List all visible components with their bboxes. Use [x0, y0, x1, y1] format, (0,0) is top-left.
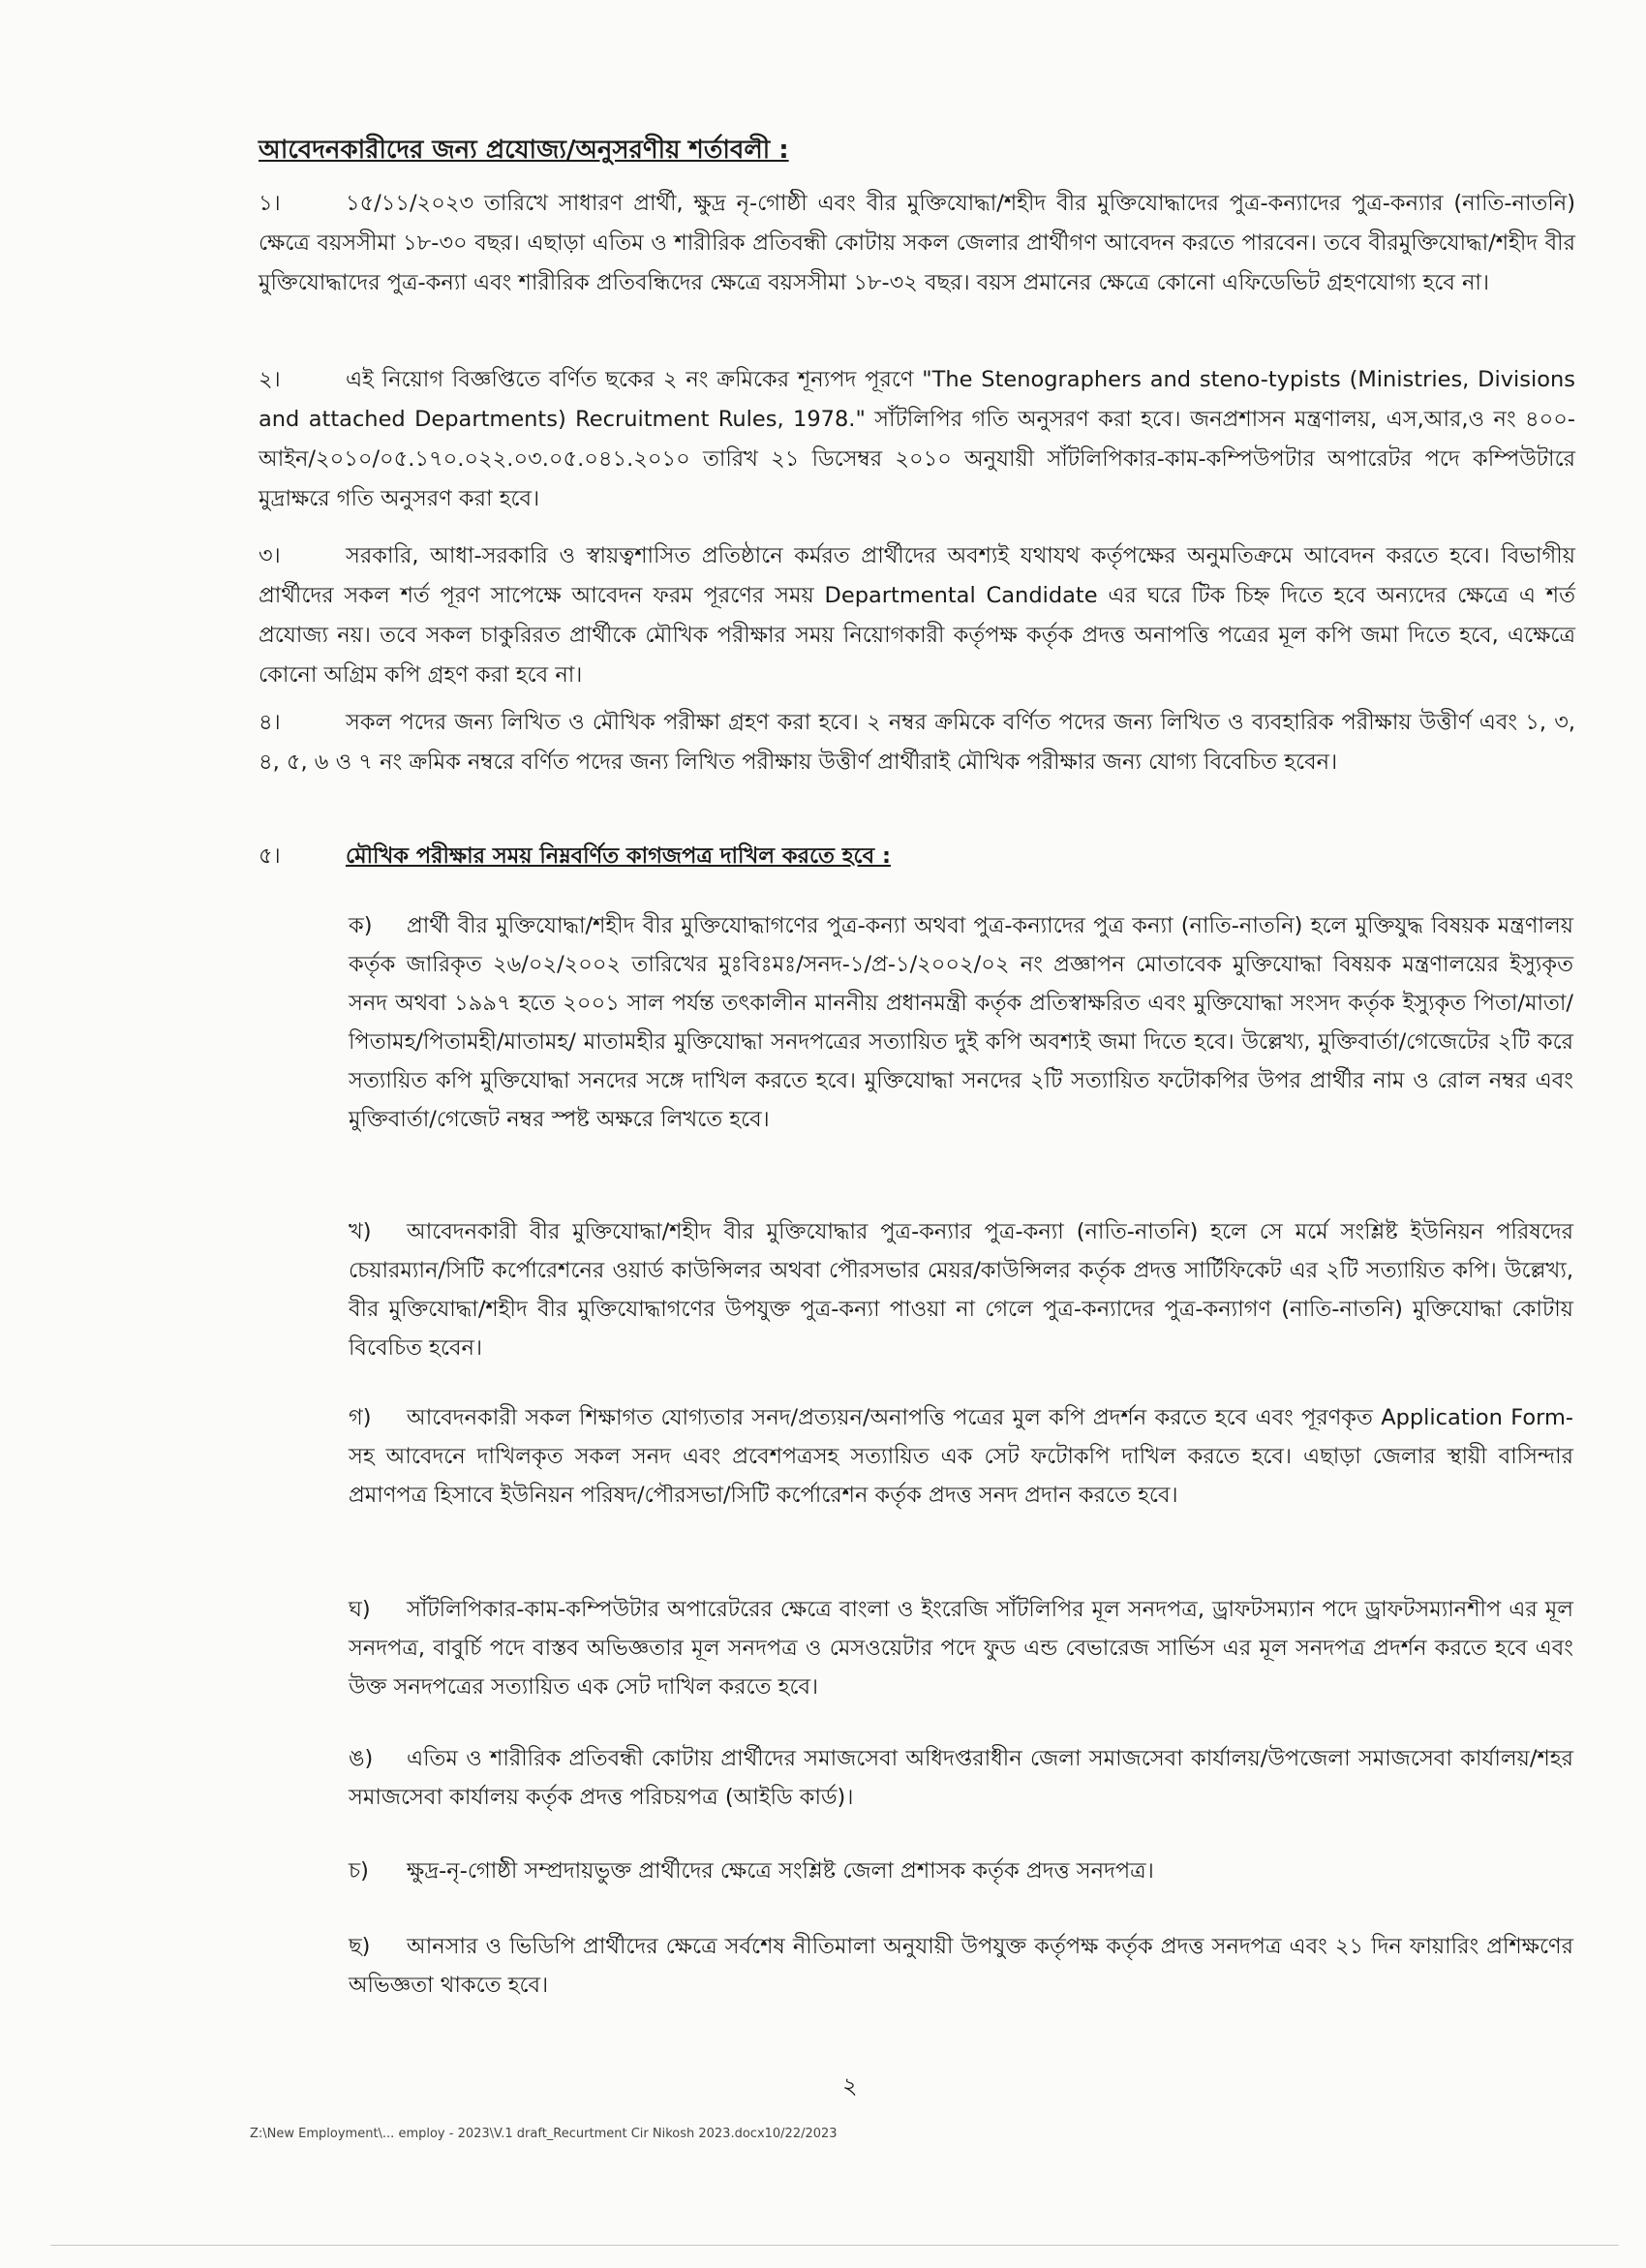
item-label: গ): [349, 1405, 372, 1430]
item-text: এতিম ও শারীরিক প্রতিবন্ধী কোটায় প্রার্থীদের সমাজসেবা অধিদপ্তরাধীন জেলা সমাজসেবা কার্যালয়/উপজেলা সমাজসেবা কার্যালয়/শহর সমাজসেবা কার্যালয় কর্তৃক প্রদত্ত পরিচয়পত্র (আইডি কার্ড)।: [349, 1746, 1573, 1810]
item-label: চ): [349, 1858, 369, 1884]
item-text: সাঁটলিপিকার-কাম-কম্পিউটার অপারেটরের ক্ষেত্রে বাংলা ও ইংরেজি সাঁটলিপির মূল সনদপত্র, ড্রাফটসম্যান পদে ড্রাফটসম্যানশীপ এর মূল সনদপত্র, বাবুর্চি পদে বাস্তব অভিজ্ঞতার মূল সনদপত্র ও মেসওয়েটার পদে ফুড এন্ড বেভারেজ সার্ভিস এর মূল সনদপত্র প্রদর্শন করতে হবে এবং উক্ত সনদপত্রের সত্যায়িত এক সেট দাখিল করতে হবে।: [349, 1597, 1573, 1700]
document-item-gha: [349, 1590, 1573, 1706]
item-text: আনসার ও ভিডিপি প্রার্থীদের ক্ষেত্রে সর্বশেষ নীতিমালা অনুযায়ী উপযুক্ত কর্তৃপক্ষ কর্তৃক প্রদত্ত সনদপত্র এবং ২১ দিন ফায়ারিং প্রশিক্ষণের অভিজ্ঞতা থাকতে হবে।: [349, 1934, 1573, 1998]
item-text: আবেদনকারী বীর মুক্তিযোদ্ধা/শহীদ বীর মুক্তিযোদ্ধার পুত্র-কন্যার পুত্র-কন্যা (নাতি-নাতনি) হলে সে মর্মে সংশ্লিষ্ট ইউনিয়ন পরিষদের চেয়ারম্যান/সিটি কর্পোরেশনের ওয়ার্ড কাউন্সিলর অথবা পৌরসভার মেয়র/কাউন্সিলর কর্তৃক প্রদত্ত সার্টিফিকেট এর ২টি সত্যায়িত কপি। উল্লেখ্য, বীর মুক্তিযোদ্ধা/শহীদ বীর মুক্তিযোদ্ধাগণের উপযুক্ত পুত্র-কন্যা পাওয়া না গেলে পুত্র-কন্যাদের পুত্র-কন্যাগণ (নাতি-নাতনি) মুক্তিযোদ্ধা কোটায় বিবেচিত হবেন।: [349, 1219, 1573, 1361]
footer-file-path: Z:\New Employment\... employ - 2023\V.1 draft_Recurtment Cir Nikosh 2023.docx10/22/2023: [250, 2127, 838, 2141]
document-item-ka: [349, 906, 1573, 1139]
condition-text: সকল পদের জন্য লিখিত ও মৌখিক পরীক্ষা গ্রহণ করা হবে। ২ নম্বর ক্রমিকে বর্ণিত পদের জন্য লিখিত ও ব্যবহারিক পরীক্ষায় উত্তীর্ণ এবং ১, ৩, ৪, ৫, ৬ ও ৭ নং ক্রমিক নম্বরে বর্ণিত পদের জন্য লিখিত পরীক্ষায় উত্তীর্ণ প্রার্থীরাই মৌখিক পরীক্ষার জন্য যোগ্য বিবেচিত হবেন।: [259, 710, 1575, 775]
condition-paragraph-5: [259, 837, 1575, 876]
document-item-ga: [349, 1398, 1573, 1515]
condition-text: ১৫/১১/২০২৩ তারিখে সাধারণ প্রার্থী, ক্ষুদ্র নৃ-গোষ্ঠী এবং বীর মুক্তিযোদ্ধা/শহীদ বীর মুক্তিযোদ্ধাদের পুত্র-কন্যাদের পুত্র-কন্যার (নাতি-নাতনি) ক্ষেত্রে বয়সসীমা ১৮-৩০ বছর। এছাড়া এতিম ও শারীরিক প্রতিবন্ধী কোটায় সকল জেলার প্রার্থীগণ আবেদন করতে পারবেন। তবে বীরমুক্তিযোদ্ধা/শহীদ বীর মুক্তিযোদ্ধাদের পুত্র-কন্যা এবং শারীরিক প্রতিবন্ধিদের ক্ষেত্রে বয়সসীমা ১৮-৩২ বছর। বয়স প্রমানের ক্ষেত্রে কোনো এফিডেভিট গ্রহণযোগ্য হবে না।: [259, 191, 1575, 295]
document-item-umo: [349, 1739, 1573, 1817]
document-item-cha: [349, 1852, 1573, 1890]
condition-text: সরকারি, আধা-সরকারি ও স্বায়ত্বশাসিত প্রতিষ্ঠানে কর্মরত প্রার্থীদের অবশ্যই যথাযথ কর্তৃপক্ষের অনুমতিক্রমে আবেদন করতে হবে। বিভাগীয় প্রার্থীদের সকল শর্ত পূরণ সাপেক্ষে আবেদন ফরম পূরণের সময় Departmental Candidate এর ঘরে টিক চিহ্ন দিতে হবে অন্যদের ক্ষেত্রে এ শর্ত প্রযোজ্য নয়। তবে সকল চাকুরিরত প্রার্থীকে মৌখিক পরীক্ষার সময় নিয়োগকারী কর্তৃপক্ষ কর্তৃক প্রদত্ত অনাপত্তি পত্রের মূল কপি জমা দিতে হবে, এক্ষেত্রে কোনো অগ্রিম কপি গ্রহণ করা হবে না।: [259, 543, 1575, 688]
item-label: ঙ): [349, 1746, 374, 1771]
condition-text: এই নিয়োগ বিজ্ঞপ্তিতে বর্ণিত ছকের ২ নং ক্রমিকের শূন্যপদ পূরণে "The Stenographers and steno-typists (Ministries, Divisions and attached Departments) Recruitment Rules, 1978." সাঁটলিপির গতি অনুসরণ করা হবে। জনপ্রশাসন মন্ত্রণালয়, এস,আর,ও নং ৪০০-আইন/২০১০/০৫.১৭০.০২২.০৩.০৫.০৪১.২০১০ তারিখ ২১ ডিসেম্বর ২০১০ অনুযায়ী সাঁটলিপিকার-কাম-কম্পিউপটার অপারেটর পদে কম্পিউটারে মুদ্রাক্ষরে গতি অনুসরণ করা হবে।: [259, 367, 1575, 511]
condition-number: ২।: [259, 367, 281, 392]
item-label: ঘ): [349, 1597, 371, 1622]
item-text: আবেদনকারী সকল শিক্ষাগত যোগ্যতার সনদ/প্রত্যয়ন/অনাপত্তি পত্রের মুল কপি প্রদর্শন করতে হবে এবং পূরণকৃত Application Form-সহ আবেদনে দাখিলকৃত সকল সনদ এবং প্রবেশপত্রসহ সত্যায়িত এক সেট ফটোকপি দাখিল করতে হবে। এছাড়া জেলার স্থায়ী বাসিন্দার প্রমাণপত্র হিসাবে ইউনিয়ন পরিষদ/পৌরসভা/সিটি কর্পোরেশন কর্তৃক প্রদত্ত সনদ প্রদান করতে হবে।: [349, 1405, 1573, 1508]
item-text: প্রার্থী বীর মুক্তিযোদ্ধা/শহীদ বীর মুক্তিযোদ্ধাগণের পুত্র-কন্যা অথবা পুত্র-কন্যাদের পুত্র কন্যা (নাতি-নাতনি) হলে মুক্তিযুদ্ধ বিষয়ক মন্ত্রণালয় কর্তৃক জারিকৃত ২৬/০২/২০০২ তারিখের মুঃবিঃমঃ/সনদ-১/প্র-১/২০০২/০২ নং প্রজ্ঞাপন মোতাবেক মুক্তিযোদ্ধা বিষয়ক মন্ত্রণালয়ের ইস্যুকৃত সনদ অথবা ১৯৯৭ হতে ২০০১ সাল পর্যন্ত তৎকালীন মাননীয় প্রধানমন্ত্রী কর্তৃক প্রতিস্বাক্ষরিত এবং মুক্তিযোদ্ধা সংসদ কর্তৃক ইস্যুকৃত পিতা/মাতা/পিতামহ/পিতামহী/মাতামহ/ মাতামহীর মুক্তিযোদ্ধা সনদপত্রের সত্যায়িত দুই কপি অবশ্যই জমা দিতে হবে। উল্লেখ্য, মুক্তিবার্তা/গেজেটের ২টি করে সত্যায়িত কপি মুক্তিযোদ্ধা সনদের সঙ্গে দাখিল করতে হবে। মুক্তিযোদ্ধা সনদের ২টি সত্যায়িত ফটোকপির উপর প্রার্থীর নাম ও রোল নম্বর এবং মুক্তিবার্তা/গেজেট নম্বর স্পষ্ট অক্ষরে লিখতে হবে।: [349, 913, 1573, 1132]
bottom-divider: [50, 2245, 1619, 2246]
condition-number: ৪।: [259, 710, 281, 735]
conditions-heading: আবেদনকারীদের জন্য প্রযোজ্য/অনুসরণীয় শর্তাবলী :: [259, 136, 789, 165]
item-text: ক্ষুদ্র-নৃ-গোষ্ঠী সম্প্রদায়ভুক্ত প্রার্থীদের ক্ষেত্রে সংশ্লিষ্ট জেলা প্রশাসক কর্তৃক প্রদত্ত সনদপত্র।: [407, 1858, 1154, 1884]
condition-number: ১।: [259, 191, 281, 216]
condition-paragraph-1: [259, 184, 1575, 303]
condition-paragraph-2: [259, 360, 1575, 519]
condition-paragraph-3: [259, 536, 1575, 695]
condition-paragraph-4: [259, 703, 1575, 782]
document-item-chha: [349, 1927, 1573, 2005]
condition-number: ৫।: [259, 843, 281, 869]
item-label: ক): [349, 913, 373, 938]
documents-subheading: মৌখিক পরীক্ষার সময় নিম্নবর্ণিত কাগজপত্র দাখিল করতে হবে :: [346, 843, 891, 869]
condition-number: ৩।: [259, 543, 281, 568]
item-label: ছ): [349, 1934, 371, 1959]
page-number: ২: [842, 2072, 858, 2099]
item-label: খ): [349, 1219, 372, 1244]
document-item-kha: [349, 1212, 1573, 1367]
